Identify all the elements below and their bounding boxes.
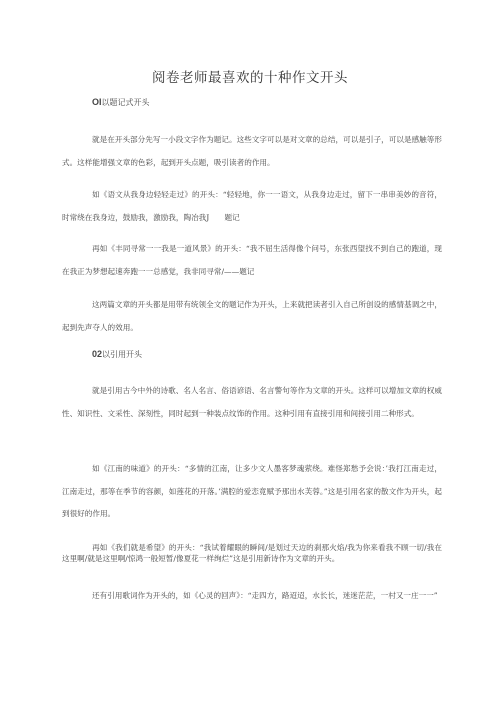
section-heading-2 [92, 349, 142, 360]
paragraph [62, 585, 442, 608]
paragraph [62, 238, 442, 283]
paragraph-text: 再如《我们就是希望》的开头：“我试着耀眼的瞬间/是划过天边的刹那火焰/我为你来看我不顾一切/我在这里啊/就是这里啊/惊鸿一般短暂/像夏花一样绚烂”这是引用新诗作为文章的开头。 [62, 543, 442, 563]
paragraph [62, 380, 442, 425]
paragraph [62, 294, 442, 339]
section-number: OI [92, 97, 102, 107]
paragraph-text: 这两篇文章的开头都是用带有统领全文的题记作为开头，上来就把读者引入自己所创设的感情基调之中，起到先声夺人的效用。 [62, 300, 442, 332]
section-heading-1 [92, 97, 150, 108]
paragraph [62, 129, 442, 174]
paragraph-text: 就是在开头部分先写一小段文字作为题记。这些文字可以是对文章的总结，可以是引子，可以是感触等形式。这样能增强文章的色彩，起到开头点题，吸引读者的作用。 [62, 135, 442, 167]
paragraph-text: 再如《丰同寻常一一我是一道风景》的开头：“我不屈生活得像个问号，东张西望找不到自己的跑道，现在我正为梦想起速奔跑一一总感觉，我非同寻常/——题记 [62, 244, 442, 276]
section-number: 02 [92, 349, 103, 359]
paragraph-text: 如《江南的味道》的开头：“多情的江南，让多少文人墨客梦魂萦绕。难怪郑愁予会说：’我打江南走过，江南走过，那等在季节的容颜，如莲花的开落。’满腔的爱恋竟赋予那出水芙蓉。”这是引用名家的散文作为开头，起到很好的作用。 [62, 464, 442, 518]
paragraph [62, 542, 442, 564]
paragraph-text: 还有引用歌词作为开头的，如《心灵的回声》：“走四方，路迢迢，水长长，迷迷茫茫，一村又一庄一一” [92, 591, 438, 600]
paragraph [62, 184, 442, 229]
section-heading-text: 以引用开头 [102, 350, 143, 359]
document-title: 阅卷老师最喜欢的十种作文开头 [152, 70, 348, 86]
paragraph-text: 就是引用古今中外的诗歌、名人名言、俗语谚语、名言警句等作为文章的开头。这样可以增加文章的权威性、知识性、文采性、深刻性，同时起到一种装点纹饰的作用。这种引用有直接引用和间接引用二种形式。 [62, 386, 442, 418]
paragraph-text: 如《语文从我身边轻轻走过》的开头：“轻轻地，你一一语文，从我身边走过，留下一串串美妙的音符，时常绕在我身边，鼓励我，激励我，陶冶我J 题记 [62, 190, 442, 222]
paragraph [62, 458, 442, 526]
section-heading-text: 以题记式开头 [101, 98, 150, 107]
